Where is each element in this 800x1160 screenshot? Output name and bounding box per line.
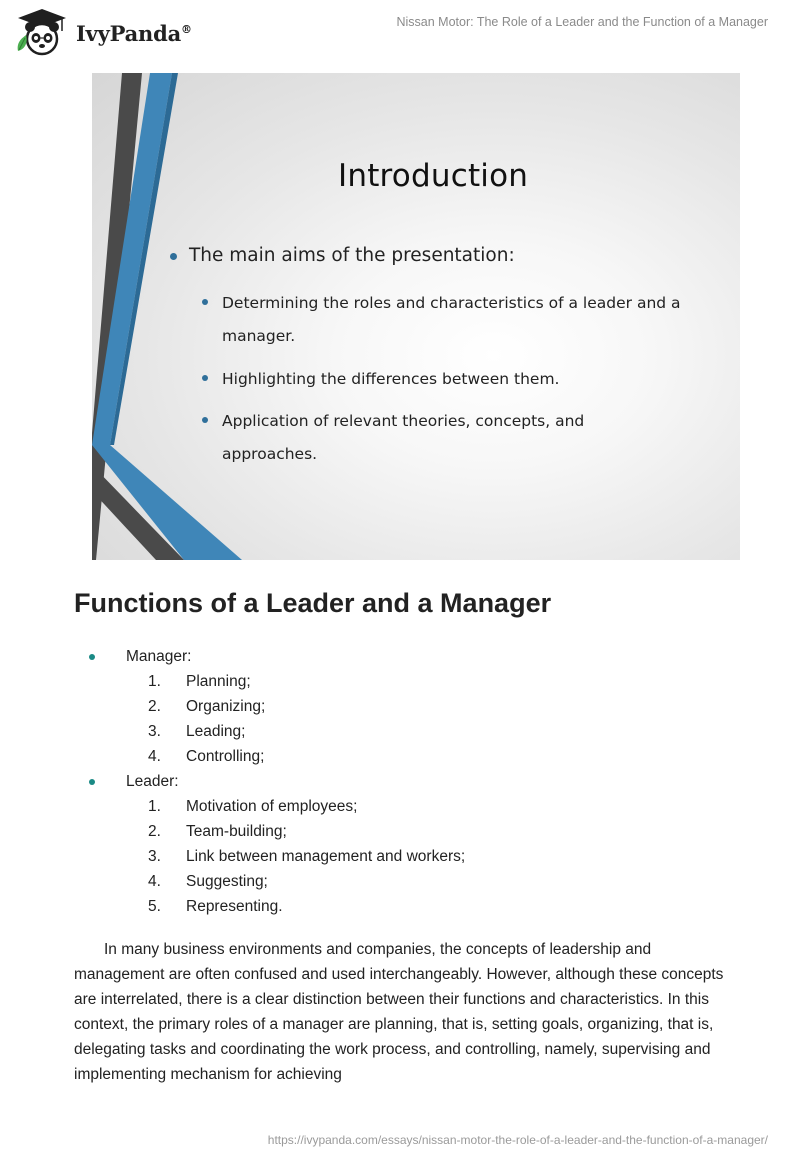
bullet-dot (202, 417, 208, 423)
list-item: 1. Planning; (148, 673, 251, 690)
slide-title: Introduction (338, 158, 529, 194)
brand-logo[interactable] (14, 7, 192, 59)
list-item: 3. Leading; (148, 723, 246, 740)
list-group-label: Manager: (126, 648, 191, 666)
list-item: 2. Team-building; (148, 823, 287, 840)
bullet-dot (202, 299, 208, 305)
list-item: 5. Representing. (148, 898, 283, 915)
body-paragraph: In many business environments and companies, the concepts of leadership and management are often confused and used interchangeably. However, although these concepts are interrelated, there is a clear distinction between their functions and characteristics. In this context, the primary roles of a manager are planning, that is, setting goals, organizing, that is, delegating tasks and coordinating the work process, and controlling, namely, supervising and implementing mechanism for achieving (74, 941, 724, 1083)
list-group-label: Leader: (126, 773, 179, 791)
panda-graduate-icon (14, 7, 70, 59)
list-item: 2. Organizing; (148, 698, 266, 715)
source-url-link[interactable]: https://ivypanda.com/essays/nissan-motor-the-role-of-a-leader-and-the-function-of-a-manager/ (267, 1133, 768, 1147)
bullet-dot (170, 253, 177, 260)
slide-sub-bullet: Highlighting the differences between them. (202, 363, 682, 396)
document-title: Nissan Motor: The Role of a Leader and the Function of a Manager (396, 15, 768, 29)
bullet-dot (89, 654, 95, 660)
slide-bullet: The main aims of the presentation: (170, 245, 515, 266)
bullet-dot (89, 779, 95, 785)
page-header (0, 0, 800, 64)
presentation-slide-image (92, 73, 740, 560)
slide-sub-bullet: Determining the roles and characteristics of a leader and a manager. (202, 287, 682, 353)
list-item: 1. Motivation of employees; (148, 798, 358, 815)
bullet-dot (202, 375, 208, 381)
slide-sub-bullet: Application of relevant theories, concepts, and approaches. (202, 405, 682, 471)
section-heading: Functions of a Leader and a Manager (74, 588, 552, 618)
list-item: 3. Link between management and workers; (148, 848, 466, 865)
list-item: 4. Suggesting; (148, 873, 268, 890)
brand-name: IvyPanda® (76, 20, 192, 46)
list-item: 4. Controlling; (148, 748, 265, 765)
